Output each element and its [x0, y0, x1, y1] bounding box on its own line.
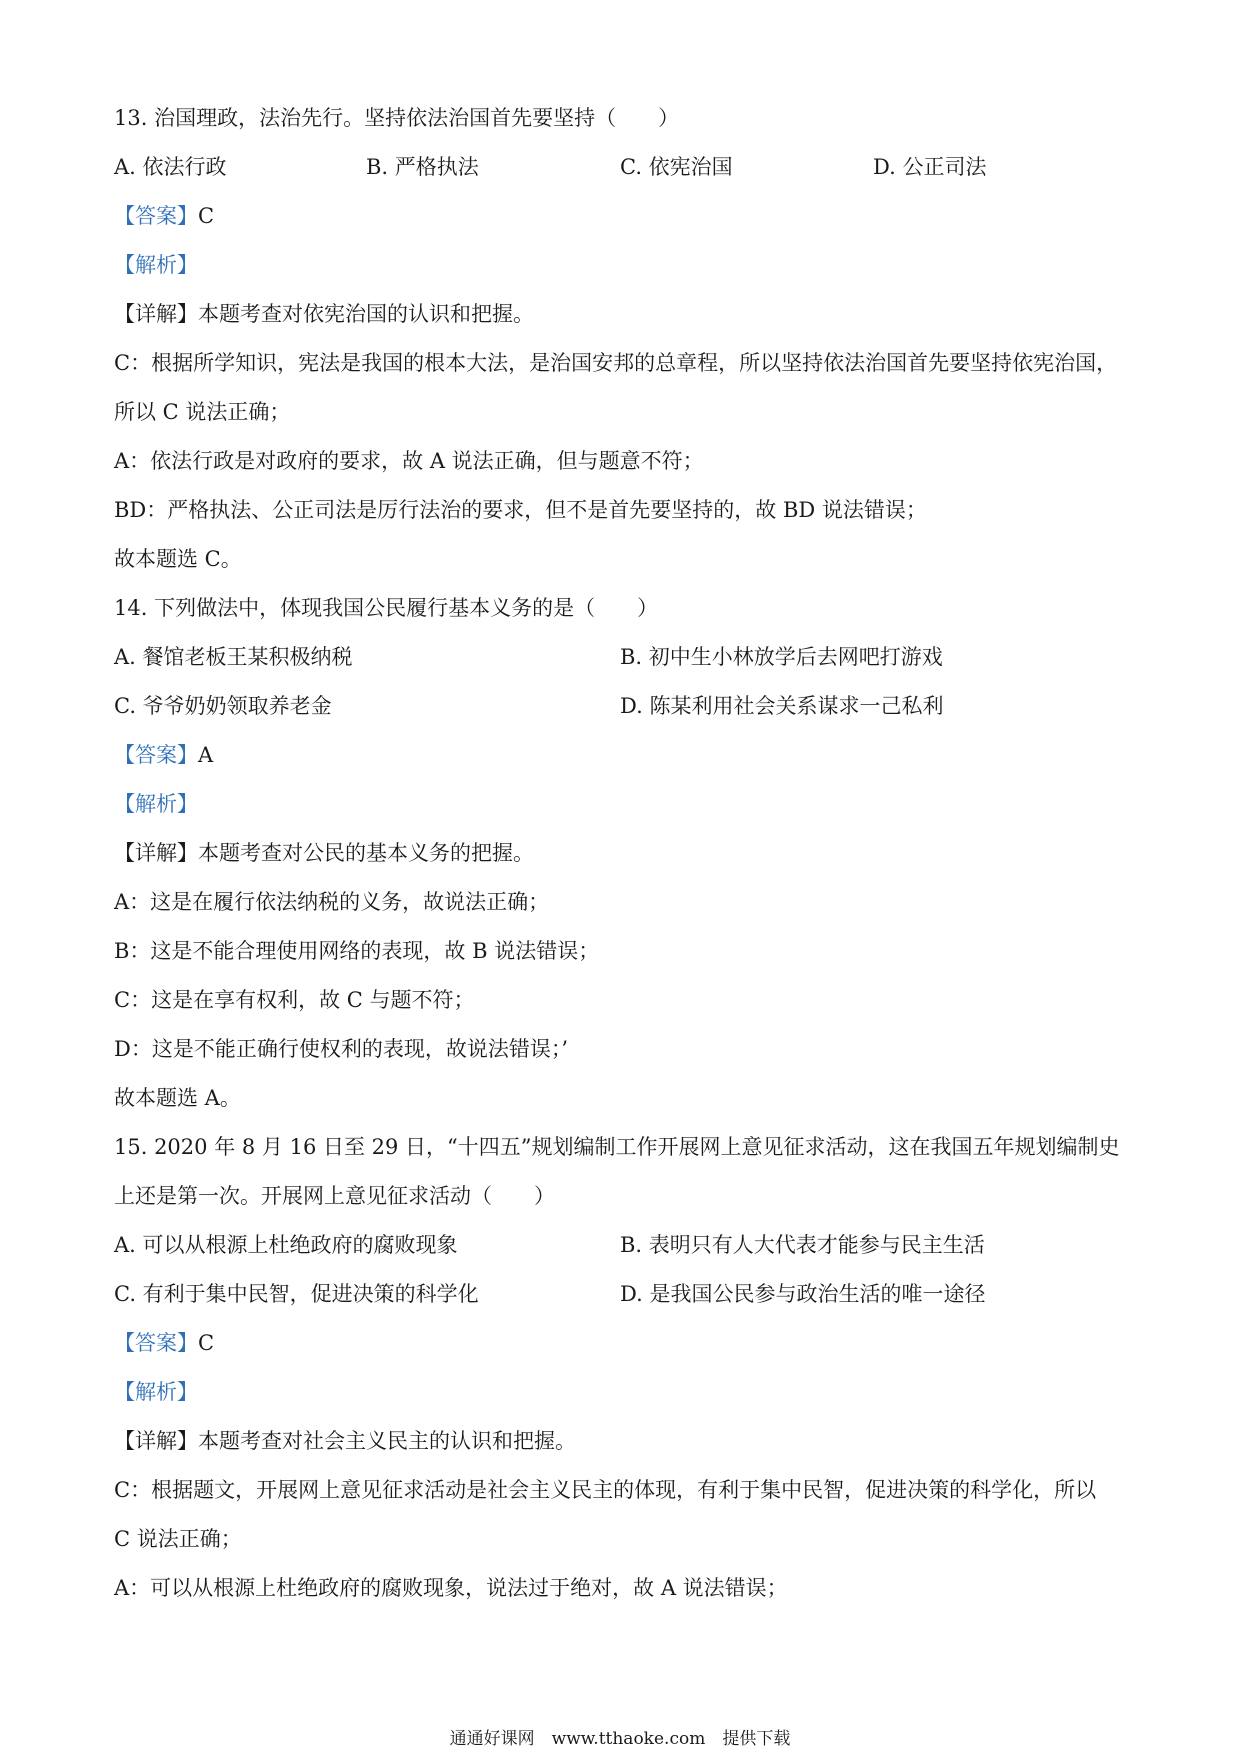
q14-option-b: B. 初中生小林放学后去网吧打游戏 — [620, 645, 943, 669]
q13-option-a: A. 依法行政 — [114, 155, 227, 179]
answer-value: C — [198, 204, 215, 228]
answer-tag: 【答案】 — [114, 204, 198, 228]
q14-detail-line: 故本题选 A。 — [114, 1086, 241, 1110]
answer-value: C — [198, 1331, 215, 1355]
q15-option-b: B. 表明只有人大代表才能参与民主生活 — [620, 1233, 985, 1257]
q15-analysis-tag: 【解析】 — [114, 1380, 198, 1404]
answer-tag: 【答案】 — [114, 1331, 198, 1355]
q15-detail-line: C：根据题文，开展网上意见征求活动是社会主义民主的体现，有利于集中民智，促进决策的科学化，所以 — [114, 1478, 1097, 1502]
q13-detail-line: 【详解】本题考查对依宪治国的认识和把握。 — [114, 302, 534, 326]
q14-detail-line: B：这是不能合理使用网络的表现，故 B 说法错误； — [114, 939, 600, 963]
q13-detail-line: BD：严格执法、公正司法是厉行法治的要求，但不是首先要坚持的，故 BD 说法错误； — [114, 498, 927, 522]
q14-option-c: C. 爷爷奶奶领取养老金 — [114, 694, 332, 718]
q14-detail-line: D：这是不能正确行使权利的表现，故说法错误；’ — [114, 1037, 569, 1061]
q14-detail-line: C：这是在享有权利，故 C 与题不符； — [114, 988, 475, 1012]
q14-option-d: D. 陈某利用社会关系谋求一己私利 — [620, 694, 944, 718]
q13-detail-line: 故本题选 C。 — [114, 547, 242, 571]
q15-option-c: C. 有利于集中民智，促进决策的科学化 — [114, 1282, 479, 1306]
question-14-stem: 14. 下列做法中，体现我国公民履行基本义务的是（ ） — [114, 596, 659, 620]
q15-option-d: D. 是我国公民参与政治生活的唯一途径 — [620, 1282, 986, 1306]
q13-detail-line: 所以 C 说法正确； — [114, 400, 291, 424]
question-13-stem: 13. 治国理政，法治先行。坚持依法治国首先要坚持（ ） — [114, 106, 680, 130]
q13-option-c: C. 依宪治国 — [620, 155, 733, 179]
q15-option-a: A. 可以从根源上杜绝政府的腐败现象 — [114, 1233, 458, 1257]
q13-analysis-tag: 【解析】 — [114, 253, 198, 277]
q14-detail-line: 【详解】本题考查对公民的基本义务的把握。 — [114, 841, 534, 865]
answer-tag: 【答案】 — [114, 743, 198, 767]
q14-option-a: A. 餐馆老板王某积极纳税 — [114, 645, 353, 669]
q13-option-d: D. 公正司法 — [873, 155, 987, 179]
question-15-stem: 15. 2020 年 8 月 16 日至 29 日，“十四五”规划编制工作开展网上意见征求活动，这在我国五年规划编制史 — [114, 1135, 1120, 1159]
q15-answer — [114, 1329, 1134, 1357]
page-footer: 通通好课网 www.tthaoke.com 提供下载 — [449, 1729, 791, 1749]
q13-option-b: B. 严格执法 — [366, 155, 479, 179]
q15-detail-line: 【详解】本题考查对社会主义民主的认识和把握。 — [114, 1429, 576, 1453]
answer-value: A — [198, 743, 214, 767]
q14-analysis-tag: 【解析】 — [114, 792, 198, 816]
q13-answer — [114, 202, 1134, 230]
q14-answer — [114, 741, 1134, 769]
q13-detail-line: A：依法行政是对政府的要求，故 A 说法正确，但与题意不符； — [114, 449, 704, 473]
q15-detail-line: A：可以从根源上杜绝政府的腐败现象，说法过于绝对，故 A 说法错误； — [114, 1576, 788, 1600]
q14-detail-line: A：这是在履行依法纳税的义务，故说法正确； — [114, 890, 550, 914]
q15-detail-line: C 说法正确； — [114, 1527, 242, 1551]
q13-detail-line: C：根据所学知识，宪法是我国的根本大法，是治国安邦的总章程，所以坚持依法治国首先要坚持依宪治国， — [114, 351, 1118, 375]
question-15-stem: 上还是第一次。开展网上意见征求活动（ ） — [114, 1184, 555, 1208]
